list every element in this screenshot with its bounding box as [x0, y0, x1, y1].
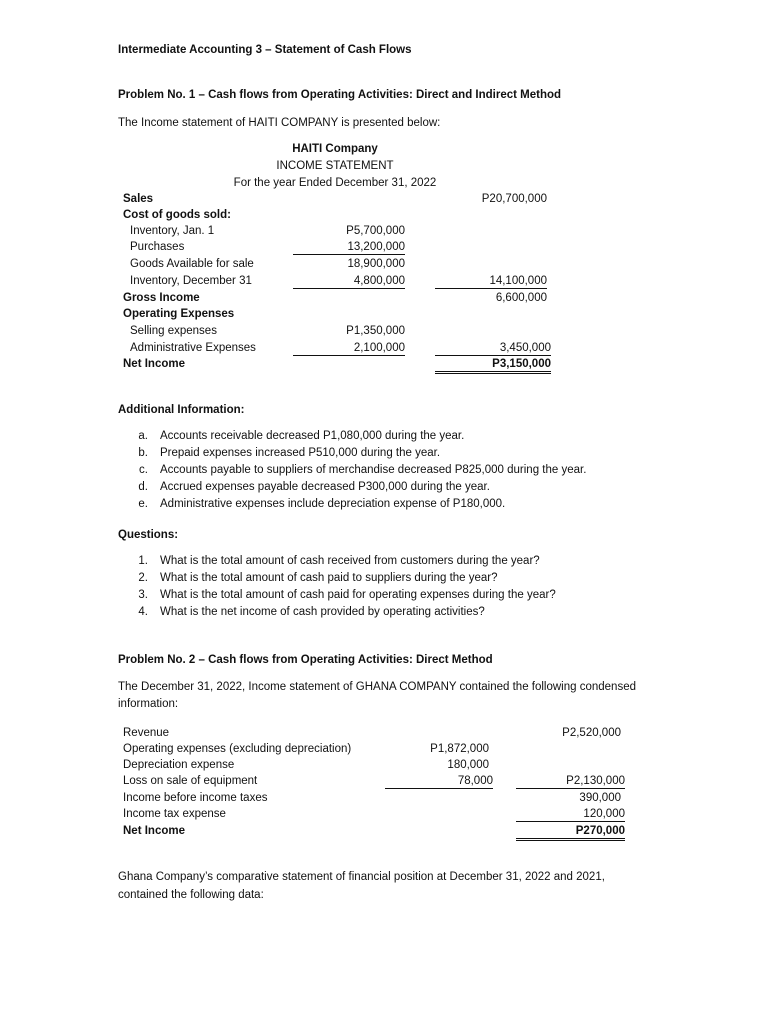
additional-info-list: a. Accounts receivable decreased P1,080,000 during the year. b. Prepaid expenses increased P510,000 during the year. c. Accounts payable to suppliers of merchandise decreased P825,000 during the year. d. Accrued expenses payable decreased P300,000 during the year. e. Administrative expenses include depreciation expense of P180,000. [138, 430, 587, 510]
row-label-sales: Sales [123, 193, 154, 205]
row-label-goods-available: Goods Available for sale [130, 258, 254, 270]
row-label-cogs: Cost of goods sold: [123, 209, 231, 221]
row-label-income-before-tax: Income before income taxes [123, 792, 268, 804]
total-operating-expenses: 3,450,000 [435, 342, 551, 356]
total-income-before-tax: 390,000 [579, 792, 621, 804]
problem1-heading: Problem No. 1 – Cash flows from Operating Activities: Direct and Indirect Method [118, 89, 562, 101]
row-label-operating-expenses: Operating Expenses [123, 308, 235, 320]
amount-admin-expenses: 2,100,000 [293, 342, 405, 356]
row-label-inventory-jan: Inventory, Jan. 1 [130, 225, 215, 237]
total-revenue: P2,520,000 [562, 727, 621, 739]
row-label-income-tax: Income tax expense [123, 808, 226, 820]
total-expenses-2: P2,130,000 [516, 775, 625, 789]
amount-purchases: 13,200,000 [293, 241, 405, 255]
questions-list: 1. What is the total amount of cash received from customers during the year? 2. What is the total amount of cash paid to suppliers during the year? 3. What is the total amount of cash paid for operating expenses during the year? 4. What is the net income of cash provided by operating activities? [138, 555, 556, 618]
row-label-purchases: Purchases [130, 241, 185, 253]
total-sales: P20,700,000 [481, 193, 547, 205]
row-label-revenue: Revenue [123, 727, 170, 739]
amount-loss-on-sale: 78,000 [385, 775, 493, 789]
amount-goods-available: 18,900,000 [347, 258, 405, 270]
statement-name: INCOME STATEMENT [276, 160, 394, 172]
total-net-income-2: P270,000 [516, 825, 625, 841]
row-label-inventory-dec: Inventory, December 31 [130, 275, 252, 287]
amount-operating-expenses-2: P1,872,000 [430, 743, 489, 755]
additional-info-heading: Additional Information: [118, 404, 245, 416]
total-cogs: 14,100,000 [435, 275, 547, 289]
amount-inventory-dec: 4,800,000 [293, 275, 405, 289]
document-title: Intermediate Accounting 3 – Statement of Cash Flows [118, 44, 412, 56]
problem2-intro-line1: The December 31, 2022, Income statement of GHANA COMPANY contained the following condensed [118, 681, 636, 693]
amount-selling-expenses: P1,350,000 [346, 325, 405, 337]
total-gross-income: 6,600,000 [495, 292, 547, 304]
closing-line1: Ghana Company’s comparative statement of financial position at December 31, 2022 and 2021, [118, 871, 605, 883]
problem2-heading: Problem No. 2 – Cash flows from Operating Activities: Direct Method [118, 654, 493, 666]
problem2-intro-line2: information: [118, 698, 179, 710]
row-label-net-income-2: Net Income [123, 825, 185, 837]
row-label-selling-expenses: Selling expenses [130, 325, 217, 337]
row-label-admin-expenses: Administrative Expenses [130, 342, 256, 354]
statement-period: For the year Ended December 31, 2022 [233, 177, 437, 189]
amount-depreciation: 180,000 [447, 759, 489, 771]
row-label-loss-on-sale: Loss on sale of equipment [123, 775, 258, 787]
questions-heading: Questions: [118, 529, 179, 541]
row-label-operating-expenses-2: Operating expenses (excluding depreciation) [123, 743, 352, 755]
amount-inventory-jan: P5,700,000 [346, 225, 405, 237]
row-label-depreciation: Depreciation expense [123, 759, 235, 771]
company-name: HAITI Company [292, 143, 378, 155]
total-net-income: P3,150,000 [435, 358, 551, 374]
total-income-tax: 120,000 [516, 808, 625, 822]
row-label-gross-income: Gross Income [123, 292, 200, 304]
closing-line2: contained the following data: [118, 889, 264, 901]
row-label-net-income: Net Income [123, 358, 185, 370]
problem1-intro: The Income statement of HAITI COMPANY is presented below: [118, 117, 441, 129]
